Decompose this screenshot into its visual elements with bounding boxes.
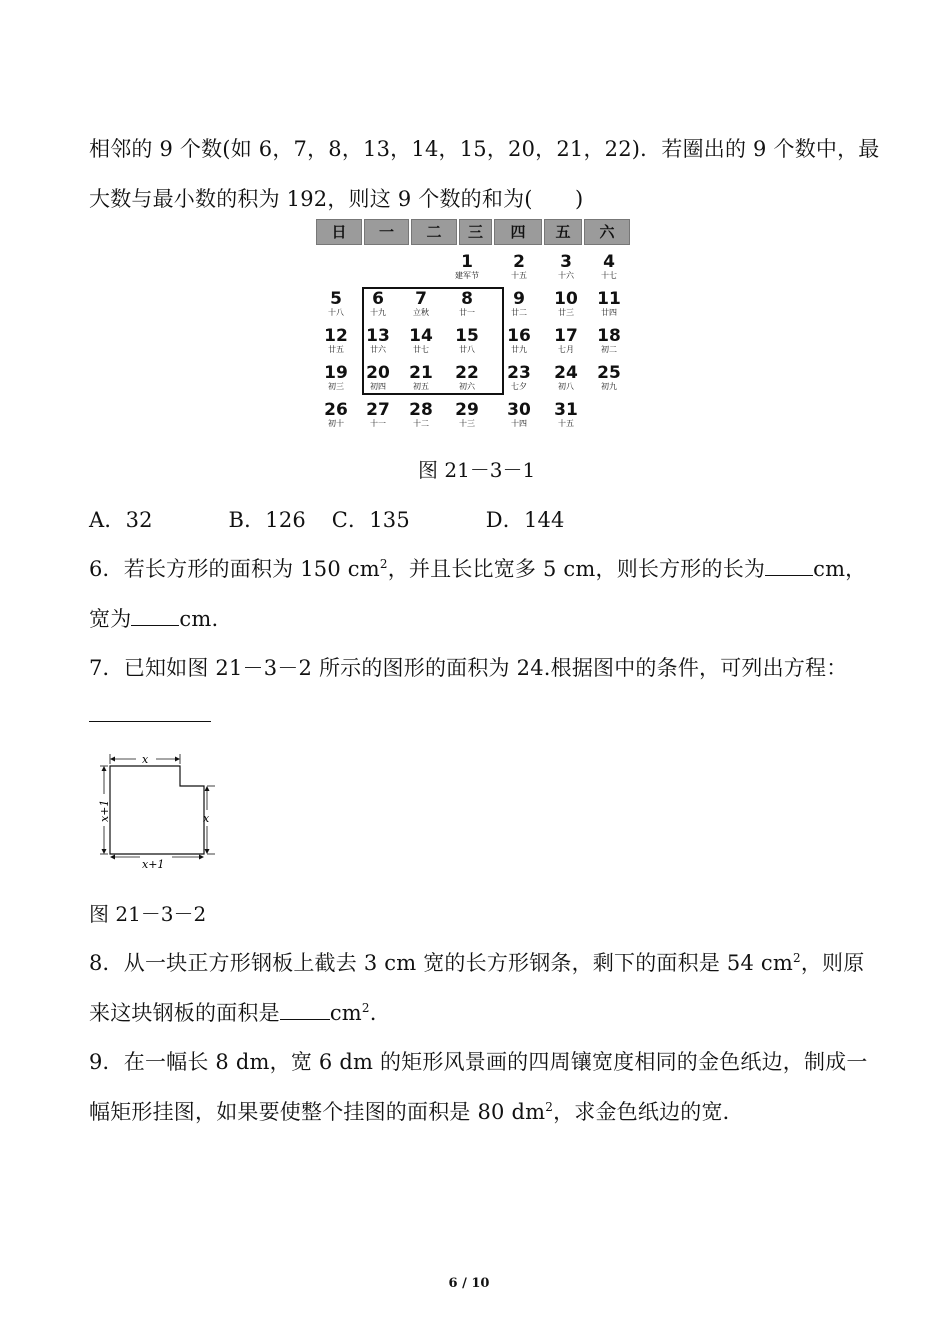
lunar-date: 十五 [511,271,527,280]
calendar-header-4: 四 [494,219,542,245]
lunar-date: 十九 [370,308,386,317]
calendar-day [356,290,400,327]
calendar-day [587,364,631,401]
day-number: 28 [409,400,433,420]
q6-sup: 2 [379,557,388,571]
lunar-date: 十三 [459,419,475,428]
question-8-line-1 [89,947,864,977]
day-number: 25 [597,363,621,383]
calendar-day [544,253,588,290]
day-number: 26 [324,400,348,420]
lunar-date: 廿五 [328,345,344,354]
question-7: 7．已知如图 21－3－2 所示的图形的面积为 24.根据图中的条件，可列出方程： [89,656,848,680]
figure-2-shape [96,750,226,875]
page-total: 10 [471,1276,490,1291]
q6-blank-width[interactable] [131,607,179,626]
q8-blank[interactable] [280,1001,330,1020]
label-left-x-plus-1: x+1 [98,799,111,822]
day-number: 29 [455,400,479,420]
calendar-header-2: 二 [411,219,457,245]
calendar-day [587,290,631,327]
q6-text-5: cm. [179,607,219,631]
lunar-date: 十七 [601,271,617,280]
calendar-figure [316,219,630,437]
calendar-day [497,290,541,327]
page-separator: / [462,1276,467,1291]
calendar-header-5: 五 [544,219,582,245]
calendar-day [587,253,631,290]
lunar-date: 十八 [328,308,344,317]
lunar-date: 廿八 [459,345,475,354]
day-number: 30 [507,400,531,420]
lunar-date: 廿二 [511,308,527,317]
day-number: 13 [366,326,390,346]
calendar-header-6: 六 [584,219,630,245]
day-number: 4 [603,252,615,272]
q8-text-1: 8．从一块正方形钢板上截去 3 cm 宽的长方形钢条，剩下的面积是 54 cm [89,951,793,975]
day-number: 18 [597,326,621,346]
day-number: 5 [330,289,342,309]
day-number: 21 [409,363,433,383]
option-b: B．126 [228,508,306,532]
option-d: D．144 [485,508,565,532]
question-6-line-2 [89,603,218,633]
day-number: 17 [554,326,578,346]
calendar-day [497,401,541,438]
calendar-day [544,327,588,364]
calendar-day [544,364,588,401]
calendar-day [356,327,400,364]
lunar-date: 廿三 [558,308,574,317]
calendar-day [314,290,358,327]
q8-sup: 2 [792,951,801,965]
lunar-date: 廿一 [459,308,475,317]
q8-sup-2: 2 [361,1001,370,1015]
calendar-day [399,401,443,438]
lunar-date: 初四 [370,382,386,391]
q8-text-5: . [369,1001,377,1025]
day-number: 10 [554,289,578,309]
lunar-date: 廿九 [511,345,527,354]
page-footer [0,1276,938,1291]
day-number: 3 [560,252,572,272]
calendar-day [445,290,489,327]
q9-text-2: ，求金色纸边的宽． [553,1100,744,1124]
calendar-header-0: 日 [316,219,362,245]
calendar-day [497,253,541,290]
answer-options [89,504,565,534]
q6-text-1: 6．若长方形的面积为 150 cm [89,557,380,581]
q8-text-3: 来这块钢板的面积是 [89,1001,280,1025]
day-number: 31 [554,400,578,420]
page-number: 6 [448,1276,458,1291]
calendar-header-3: 三 [459,219,492,245]
lunar-date: 初五 [413,382,429,391]
calendar-day [314,401,358,438]
day-number: 14 [409,326,433,346]
calendar-day [399,364,443,401]
calendar-day [445,253,489,290]
calendar-day [356,364,400,401]
lunar-date: 建军节 [455,271,479,280]
day-number: 27 [366,400,390,420]
calendar-day [399,327,443,364]
day-number: 9 [513,289,525,309]
calendar-day [497,364,541,401]
calendar-day [314,327,358,364]
option-c: C．135 [331,508,410,532]
calendar-day [587,327,631,364]
day-number: 22 [455,363,479,383]
lunar-date: 初十 [328,419,344,428]
lunar-date: 七夕 [511,382,527,391]
text-line-2: 大数与最小数的积为 192，则这 9 个数的和为( ) [89,187,584,211]
label-right-x: x [203,812,210,825]
question-9-line-1: 9．在一幅长 8 dm，宽 6 dm 的矩形风景画的四周镶宽度相同的金色纸边，制成一 [89,1050,868,1074]
lunar-date: 十六 [558,271,574,280]
day-number: 2 [513,252,525,272]
lunar-date: 初九 [601,382,617,391]
calendar-day [544,290,588,327]
lunar-date: 十一 [370,419,386,428]
day-number: 23 [507,363,531,383]
option-a: A．32 [89,508,153,532]
lunar-date: 七月 [558,345,574,354]
calendar-day [497,327,541,364]
day-number: 6 [372,289,384,309]
calendar-header-1: 一 [364,219,409,245]
calendar-day [445,364,489,401]
calendar-day [445,327,489,364]
day-number: 20 [366,363,390,383]
lunar-date: 廿七 [413,345,429,354]
figure-1-caption: 图 21－3－1 [418,458,536,482]
day-number: 7 [415,289,427,309]
lunar-date: 十二 [413,419,429,428]
lunar-date: 初六 [459,382,475,391]
q6-text-3: cm， [813,557,867,581]
question-6-line-1 [89,553,866,583]
day-number: 1 [461,252,473,272]
lunar-date: 初二 [601,345,617,354]
lunar-date: 十五 [558,419,574,428]
day-number: 11 [597,289,621,309]
figure-2-caption: 图 21－3－2 [89,902,207,926]
day-number: 24 [554,363,578,383]
q9-text-1: 幅矩形挂图，如果要使整个挂图的面积是 80 dm [89,1100,546,1124]
calendar-day [399,290,443,327]
day-number: 12 [324,326,348,346]
calendar-day [356,401,400,438]
q8-text-4: cm [329,1001,362,1025]
l-shape-outline [110,766,204,854]
q6-text-4: 宽为 [89,607,132,631]
q8-text-2: ，则原 [800,951,865,975]
q6-text-2: ，并且长比宽多 5 cm，则长方形的长为 [387,557,766,581]
lunar-date: 廿六 [370,345,386,354]
day-number: 15 [455,326,479,346]
text-line-1: 相邻的 9 个数(如 6，7，8，13，14，15，20，21，22)．若圈出的 9 个数中，最 [89,137,880,161]
label-bottom-x-plus-1: x+1 [142,858,165,871]
question-9-line-2 [89,1096,744,1126]
calendar-day [544,401,588,438]
calendar-day [445,401,489,438]
calendar-day [314,364,358,401]
lunar-date: 初八 [558,382,574,391]
q9-sup: 2 [545,1100,554,1114]
question-8-line-2 [89,997,377,1027]
day-number: 19 [324,363,348,383]
q6-blank-length[interactable] [765,557,813,576]
lunar-date: 十四 [511,419,527,428]
q7-answer-blank[interactable] [89,721,211,722]
day-number: 8 [461,289,473,309]
lunar-date: 立秋 [413,308,429,317]
lunar-date: 初三 [328,382,344,391]
day-number: 16 [507,326,531,346]
label-top-x: x [142,753,149,766]
lunar-date: 廿四 [601,308,617,317]
